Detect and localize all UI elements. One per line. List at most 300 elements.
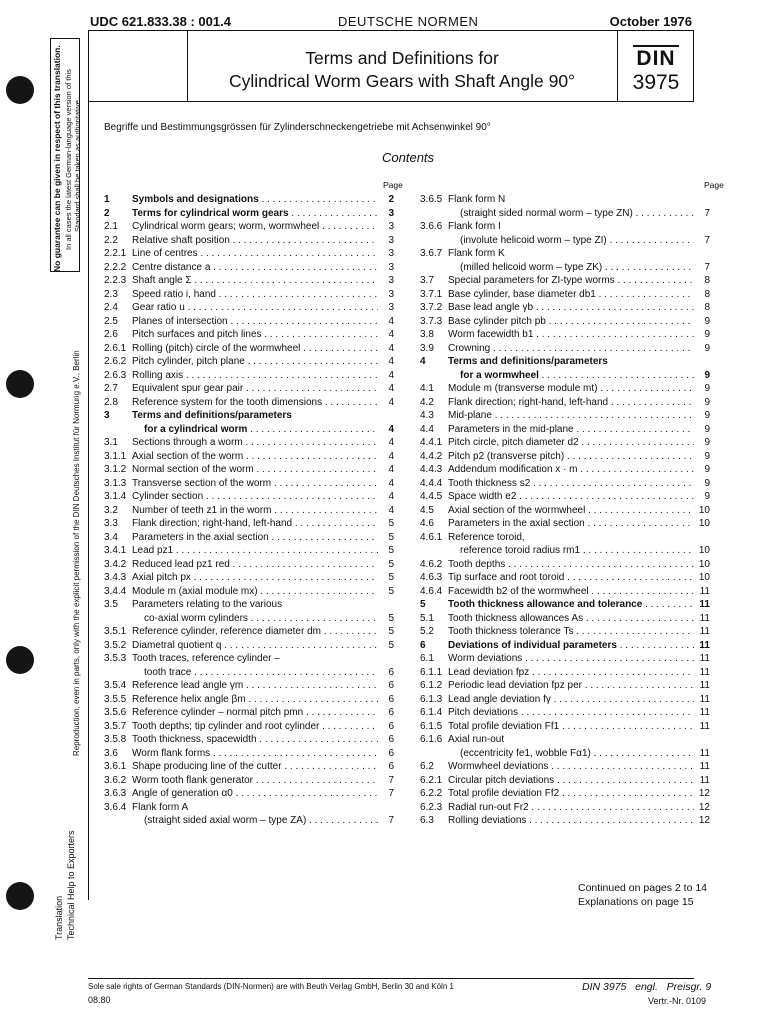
toc-entry-number: 2.6.2 [104, 356, 127, 367]
toc-entry-label: Shaft angle Σ . . . [132, 274, 378, 288]
toc-entry [420, 450, 710, 464]
punch-hole [6, 882, 34, 910]
toc-entry-label: Parameters in the axial section . . . [132, 531, 378, 545]
toc-entry-label: Diametral quotient q . . . [132, 639, 378, 653]
toc-entry [104, 274, 394, 288]
toc-entry [104, 814, 394, 828]
toc-entry [104, 585, 394, 599]
toc-entry [104, 747, 394, 761]
toc-entry [104, 639, 394, 653]
toc-entry-page: 4 [380, 450, 394, 464]
reproduction-note: Reproduction, even in parts, only with the explicit permission of the DIN Deutsches Institut für Normung e.V., Berlin [72, 350, 81, 756]
toc-entry-page: 6 [380, 733, 394, 747]
toc-entry-page: 4 [380, 423, 394, 437]
toc-entry-label: Tooth thickness allowances As . . . [448, 612, 694, 626]
toc-entry-number: 6.1.2 [420, 680, 443, 691]
toc-entry [420, 396, 710, 410]
toc-entry-number: 6.2 [420, 761, 434, 772]
toc-entry [104, 652, 394, 666]
toc-entry-page: 7 [696, 234, 710, 248]
toc-entry-number: 2.5 [104, 315, 118, 327]
toc-entry [420, 571, 710, 585]
toc-entry-page: 4 [380, 463, 394, 477]
toc-entry-number: 4.4.4 [420, 477, 443, 489]
toc-entry-label: Speed ratio i, hand . . . [132, 288, 378, 302]
footer-din-ref: DIN 3975 engl. Preisgr. 9 [582, 981, 712, 993]
toc-entry-label: Base cylinder pitch pb . . . [448, 315, 694, 329]
toc-entry-page: 9 [696, 450, 710, 464]
toc-entry [420, 558, 710, 572]
toc-entry [104, 261, 394, 275]
toc-entry-page: 2 [380, 193, 394, 207]
toc-entry-label: Cylinder section . . . [132, 490, 378, 504]
toc-entry-number: 4.4 [420, 423, 434, 435]
toc-entry-page: 3 [380, 301, 394, 315]
toc-entry-number: 3.4.4 [104, 585, 127, 597]
toc-entry-label: Axial run-out [448, 734, 505, 745]
toc-entry-label: Tooth thickness tolerance Ts . . . [448, 625, 694, 639]
issue-date: October 1976 [609, 14, 692, 29]
toc-entry-label: Module m (axial module mx) . . . [132, 585, 378, 599]
toc-entry [420, 436, 710, 450]
toc-entry-label: Lead pz1 . . . [132, 544, 378, 558]
toc-entry [420, 733, 710, 747]
toc-entry-page: 4 [380, 342, 394, 356]
toc-entry-number: 6.1.3 [420, 693, 443, 705]
deutsche-normen-label: DEUTSCHE NORMEN [338, 14, 479, 29]
toc-entry-number: 3.9 [420, 342, 434, 354]
toc-entry-label: Angle of generation α0 . . . [132, 787, 378, 801]
toc-entry-label: Gear ratio u . . . [132, 301, 378, 315]
toc-entry-number: 4 [420, 356, 426, 367]
toc-entry [420, 220, 710, 234]
guarantee-note-line3: Standard shall be taken as authoritative [73, 100, 82, 232]
toc-entry [104, 544, 394, 558]
toc-entry-page: 9 [696, 463, 710, 477]
toc-entry-label: Shape producing line of the cutter . . . [132, 760, 378, 774]
toc-entry-number: 3.6.2 [104, 774, 127, 786]
toc-entry [420, 234, 710, 248]
toc-entry-label: Reduced lead pz1 red . . . [132, 558, 378, 572]
toc-entry-number: 4.4.2 [420, 450, 443, 462]
toc-entry-page: 8 [696, 288, 710, 302]
toc-entry-number: 3.4.1 [104, 545, 127, 556]
toc-entry [104, 328, 394, 342]
toc-entry [420, 652, 710, 666]
toc-entry-number: 2.8 [104, 396, 118, 408]
toc-entry [104, 558, 394, 572]
toc-entry-label: Pitch deviations . . . [448, 706, 694, 720]
guarantee-box [50, 38, 80, 272]
toc-entry-page: 11 [696, 760, 710, 774]
toc-entry-number: 2.7 [104, 383, 118, 394]
toc-entry-page: 11 [696, 598, 710, 612]
toc-entry-label: (straight sided axial worm – type ZA) . . . [144, 814, 378, 828]
toc-entry [420, 612, 710, 626]
toc-entry-label: Lead angle deviation fγ . . . [448, 693, 694, 707]
punch-hole [6, 646, 34, 674]
toc-entry-number: 2.1 [104, 221, 118, 232]
toc-entry-number: 4.6.2 [420, 558, 443, 570]
toc-entry-page: 6 [380, 706, 394, 720]
toc-entry-page: 4 [380, 504, 394, 518]
toc-entry-page: 11 [696, 706, 710, 720]
toc-entry-number: 6.2.1 [420, 774, 443, 786]
toc-entry-number: 2.3 [104, 288, 118, 300]
toc-entry-number: 3 [104, 410, 110, 421]
footer-date-code: 08.80 [88, 995, 111, 1005]
footer-vertr-number: Vertr.-Nr. 0109 [648, 996, 707, 1006]
toc-entry [104, 679, 394, 693]
toc-entry [104, 477, 394, 491]
toc-entry [420, 801, 710, 815]
toc-entry-page: 11 [696, 639, 710, 653]
toc-entry [104, 693, 394, 707]
toc-entry-number: 3.3 [104, 518, 118, 529]
continuation-note: Continued on pages 2 to 14 Explanations on page 15 [578, 882, 708, 908]
toc-entry [420, 625, 710, 639]
punch-hole [6, 370, 34, 398]
toc-entry-number: 4.5 [420, 504, 434, 516]
toc-entry-label: Parameters in the axial section . . . [448, 517, 694, 531]
toc-entry-number: 4.6.4 [420, 585, 443, 597]
toc-entry [420, 787, 710, 801]
toc-entry-page: 6 [380, 747, 394, 761]
toc-entry [420, 760, 710, 774]
toc-entry-label: Reference helix angle βm . . . [132, 693, 378, 707]
toc-entry-page: 9 [696, 477, 710, 491]
toc-entry [420, 504, 710, 518]
toc-entry-page: 5 [380, 517, 394, 531]
toc-entry-label: Cylindrical worm gears; worm, wormwheel . . . [132, 220, 378, 234]
toc-entry-number: 3.5.3 [104, 653, 127, 664]
page-column-label: Page [383, 180, 403, 190]
toc-entry-number: 3.6.3 [104, 788, 127, 799]
toc-entry-label: Pitch p2 (transverse pitch) . . . [448, 450, 694, 464]
toc-entry-number: 2.4 [104, 302, 118, 313]
toc-entry-label: Rolling deviations . . . [448, 814, 694, 828]
toc-entry-label: Tooth depths; tip cylinder and root cylinder . . . [132, 720, 378, 734]
toc-entry-page: 4 [380, 369, 394, 383]
toc-entry-page: 7 [380, 814, 394, 828]
toc-entry-number: 3.1.2 [104, 464, 127, 475]
toc-entry-number: 3.7.1 [420, 288, 443, 300]
toc-entry-label: Number of teeth z1 in the worm . . . [132, 504, 378, 518]
toc-entry-page: 9 [696, 342, 710, 356]
toc-entry [104, 342, 394, 356]
toc-entry-page: 5 [380, 544, 394, 558]
toc-entry-number: 3.5.8 [104, 734, 127, 745]
toc-entry-label: Pitch surfaces and pitch lines . . . [132, 328, 378, 342]
toc-entry-label: Axial section of the wormwheel . . . [448, 504, 694, 518]
toc-entry-page: 6 [380, 760, 394, 774]
toc-entry-page: 9 [696, 436, 710, 450]
toc-entry-number: 4.4.3 [420, 464, 443, 475]
guarantee-note: No guarantee can be given in respect of this translation. [52, 45, 62, 272]
toc-entry [420, 342, 710, 356]
toc-entry-number: 6.1.1 [420, 666, 443, 678]
toc-entry-label: Base lead angle γb . . . [448, 301, 694, 315]
toc-entry-page: 5 [380, 625, 394, 639]
toc-entry [420, 463, 710, 477]
toc-entry-number: 3.2 [104, 504, 118, 516]
toc-entry-number: 2.6.3 [104, 369, 127, 381]
toc-entry-label: Lead deviation fpz . . . [448, 666, 694, 680]
technical-help-label: Technical Help to Exporters [66, 830, 76, 940]
toc-entry-number: 6.3 [420, 815, 434, 826]
toc-entry [104, 369, 394, 383]
toc-entry-number: 6.1.5 [420, 720, 443, 732]
toc-entry-label: Rolling (pitch) circle of the wormwheel . . . [132, 342, 378, 356]
toc-entry [104, 301, 394, 315]
toc-entry-page: 3 [380, 288, 394, 302]
toc-entry-label: Parameters relating to the various [132, 599, 283, 610]
toc-left-column [104, 193, 394, 828]
toc-entry-number: 3.5.7 [104, 720, 127, 732]
toc-entry-page: 11 [696, 774, 710, 788]
toc-entry [420, 490, 710, 504]
din-designation [617, 45, 695, 95]
toc-entry-number: 4.3 [420, 410, 434, 421]
page-column-label: Page [704, 180, 724, 190]
toc-entry [104, 463, 394, 477]
toc-entry [420, 747, 710, 761]
toc-entry-label: Reference system for the tooth dimensions . . . [132, 396, 378, 410]
din-number: 3975 [632, 71, 680, 94]
toc-entry [104, 760, 394, 774]
toc-entry-page: 11 [696, 585, 710, 599]
toc-entry-label: Sections through a worm . . . [132, 436, 378, 450]
toc-entry-number: 3.6.1 [104, 761, 127, 772]
toc-entry [104, 490, 394, 504]
toc-entry-number: 4.4.1 [420, 437, 443, 448]
toc-entry-number: 3.5.1 [104, 626, 127, 637]
toc-entry [420, 301, 710, 315]
toc-entry-label: for a wormwheel . . . [460, 369, 694, 383]
toc-entry-page: 11 [696, 693, 710, 707]
toc-entry-number: 3.6.4 [104, 801, 127, 813]
toc-entry-page: 7 [696, 207, 710, 221]
toc-entry [420, 639, 710, 653]
toc-entry-label: Reference cylinder, reference diameter dm . . . [132, 625, 378, 639]
toc-entry-label: Circular pitch deviations . . . [448, 774, 694, 788]
toc-entry-label: Axial section of the worm . . . [132, 450, 378, 464]
toc-entry-page: 4 [380, 355, 394, 369]
toc-entry [104, 450, 394, 464]
toc-entry-label: Equivalent spur gear pair . . . [132, 382, 378, 396]
toc-entry [420, 288, 710, 302]
toc-entry-number: 3.4 [104, 531, 118, 543]
toc-entry [420, 207, 710, 221]
toc-entry-page: 4 [380, 396, 394, 410]
translation-label: Translation [54, 895, 64, 940]
toc-entry-label: Relative shaft position . . . [132, 234, 378, 248]
toc-entry [420, 193, 710, 207]
toc-entry-page: 3 [380, 274, 394, 288]
toc-entry-page: 4 [380, 382, 394, 396]
toc-entry-label: Worm deviations . . . [448, 652, 694, 666]
toc-entry-label: Tooth thickness, spacewidth . . . [132, 733, 378, 747]
toc-entry-number: 5.2 [420, 626, 434, 637]
toc-entry-label: Module m (transverse module mt) . . . [448, 382, 694, 396]
toc-entry-number: 3.7 [420, 275, 434, 286]
toc-entry [420, 409, 710, 423]
toc-entry-number: 6.2.2 [420, 788, 443, 799]
toc-entry [420, 355, 710, 369]
toc-entry [104, 733, 394, 747]
toc-entry [104, 220, 394, 234]
toc-entry-page: 7 [380, 774, 394, 788]
toc-entry-page: 5 [380, 639, 394, 653]
toc-entry-label: Tip surface and root toroid . . . [448, 571, 694, 585]
toc-entry-page: 9 [696, 382, 710, 396]
toc-entry-page: 5 [380, 531, 394, 545]
toc-entry-number: 5 [420, 599, 426, 610]
toc-entry-label: Axial pitch px . . . [132, 571, 378, 585]
toc-entry-label: Transverse section of the worm . . . [132, 477, 378, 491]
toc-entry-page: 9 [696, 409, 710, 423]
toc-entry-page: 5 [380, 558, 394, 572]
toc-entry-page: 10 [696, 571, 710, 585]
toc-entry-label: tooth trace . . . [144, 666, 378, 680]
toc-entry-page: 4 [380, 477, 394, 491]
footer-rule [88, 978, 694, 979]
toc-entry-page: 6 [380, 720, 394, 734]
toc-entry [420, 720, 710, 734]
toc-entry [420, 598, 710, 612]
toc-entry-page: 4 [380, 315, 394, 329]
toc-entry-number: 3.8 [420, 329, 434, 340]
toc-entry [104, 409, 394, 423]
toc-entry-label: Terms and definitions/parameters [448, 356, 608, 367]
toc-entry [104, 504, 394, 518]
toc-entry-label: reference toroid radius rm1 . . . [460, 544, 694, 558]
toc-entry-label: Flank form K [448, 248, 505, 259]
toc-entry-label: for a cylindrical worm . . . [144, 423, 378, 437]
toc-entry-label: Pitch circle, pitch diameter d2 . . . [448, 436, 694, 450]
toc-entry [420, 706, 710, 720]
punch-hole [6, 76, 34, 104]
toc-entry-page: 3 [380, 247, 394, 261]
toc-entry [104, 517, 394, 531]
toc-entry-page: 9 [696, 328, 710, 342]
toc-entry-label: Crowning . . . [448, 342, 694, 356]
toc-entry-label: Terms and definitions/parameters [132, 410, 292, 421]
toc-entry-label: Flank direction; right-hand, left-hand . . . [448, 396, 694, 410]
toc-entry-number: 4.6 [420, 518, 434, 529]
toc-entry-label: Total profile deviation Ff1 . . . [448, 720, 694, 734]
toc-entry-number: 2.2.3 [104, 275, 127, 286]
toc-entry-label: Rolling axis . . . [132, 369, 378, 383]
toc-entry-page: 12 [696, 801, 710, 815]
toc-entry-label: Tooth depths . . . [448, 558, 694, 572]
toc-entry-page: 6 [380, 679, 394, 693]
toc-entry-label: Parameters in the mid-plane . . . [448, 423, 694, 437]
din-logo: DIN [633, 45, 678, 71]
toc-entry-number: 5.1 [420, 612, 434, 624]
toc-entry [104, 720, 394, 734]
toc-entry-page: 5 [380, 585, 394, 599]
toc-entry [420, 261, 710, 275]
toc-entry-page: 11 [696, 652, 710, 666]
toc-entry-number: 2.2 [104, 234, 118, 246]
toc-entry-label: Tooth thickness allowance and tolerance . . . [448, 598, 694, 612]
toc-entry-label: Reference lead angle γm . . . [132, 679, 378, 693]
toc-entry-label: Deviations of individual parameters . . . [448, 639, 694, 653]
document-title: Terms and Definitions for Cylindrical Worm Gears with Shaft Angle 90° [228, 48, 576, 91]
toc-entry-label: Addendum modification x · m . . . [448, 463, 694, 477]
toc-entry-page: 9 [696, 396, 710, 410]
toc-entry-number: 4.1 [420, 383, 434, 394]
toc-entry-number: 3.6.5 [420, 194, 443, 205]
contents-heading: Contents [382, 150, 435, 165]
toc-entry-number: 3.1.1 [104, 450, 127, 462]
toc-entry-number: 3.6.7 [420, 248, 443, 259]
toc-entry [420, 247, 710, 261]
toc-entry-number: 6.1 [420, 653, 434, 664]
toc-entry-page: 6 [380, 666, 394, 680]
udc-number: UDC 621.833.38 : 001.4 [90, 14, 231, 29]
toc-entry [104, 571, 394, 585]
toc-right-column [420, 193, 710, 828]
toc-entry-label: Mid-plane . . . [448, 409, 694, 423]
toc-entry-label: Worm flank forms . . . [132, 747, 378, 761]
toc-entry-page: 8 [696, 301, 710, 315]
toc-entry-label: Facewidth b2 of the wormwheel . . . [448, 585, 694, 599]
toc-entry-number: 2.6.1 [104, 342, 127, 354]
toc-entry-number: 3.6.6 [420, 221, 443, 232]
toc-entry-page: 11 [696, 625, 710, 639]
toc-entry-page: 9 [696, 490, 710, 504]
toc-entry [104, 531, 394, 545]
toc-entry-number: 3.4.2 [104, 558, 127, 570]
toc-entry-page: 12 [696, 814, 710, 828]
toc-entry-number: 3.4.3 [104, 572, 127, 583]
toc-entry-number: 4.6.1 [420, 531, 443, 543]
toc-entry-page: 11 [696, 666, 710, 680]
toc-entry-label: Flank form I [448, 221, 501, 232]
toc-entry-page: 8 [696, 274, 710, 288]
toc-entry-number: 4.6.3 [420, 572, 443, 583]
german-title: Begriffe und Bestimmungsgrössen für Zylinderschneckengetriebe mit Achsenwinkel 90° [104, 122, 491, 133]
toc-entry-number: 3.1 [104, 437, 118, 448]
toc-entry [420, 477, 710, 491]
toc-entry [104, 598, 394, 612]
toc-entry-number: 3.5.4 [104, 680, 127, 691]
toc-entry-number: 3.5.5 [104, 693, 127, 705]
toc-entry-number: 2.6 [104, 329, 118, 340]
toc-entry-page: 4 [380, 490, 394, 504]
toc-entry-label: Planes of intersection . . . [132, 315, 378, 329]
toc-entry [420, 531, 710, 545]
toc-entry-label: Space width e2 . . . [448, 490, 694, 504]
toc-entry [420, 666, 710, 680]
toc-entry-page: 5 [380, 612, 394, 626]
toc-entry-label: Flank form N [448, 194, 506, 205]
toc-entry [420, 679, 710, 693]
toc-entry-label: Reference cylinder – normal pitch pmn . . . [132, 706, 378, 720]
toc-entry [420, 774, 710, 788]
toc-entry-label: Special parameters for ZI-type worms . . . [448, 274, 694, 288]
toc-entry [104, 801, 394, 815]
toc-entry [420, 274, 710, 288]
toc-entry-page: 4 [380, 328, 394, 342]
toc-entry-page: 11 [696, 612, 710, 626]
toc-entry-label: Flank form A [132, 801, 189, 813]
toc-entry-page: 10 [696, 504, 710, 518]
toc-entry [104, 612, 394, 626]
toc-entry-label: Reference toroid, [448, 531, 525, 543]
